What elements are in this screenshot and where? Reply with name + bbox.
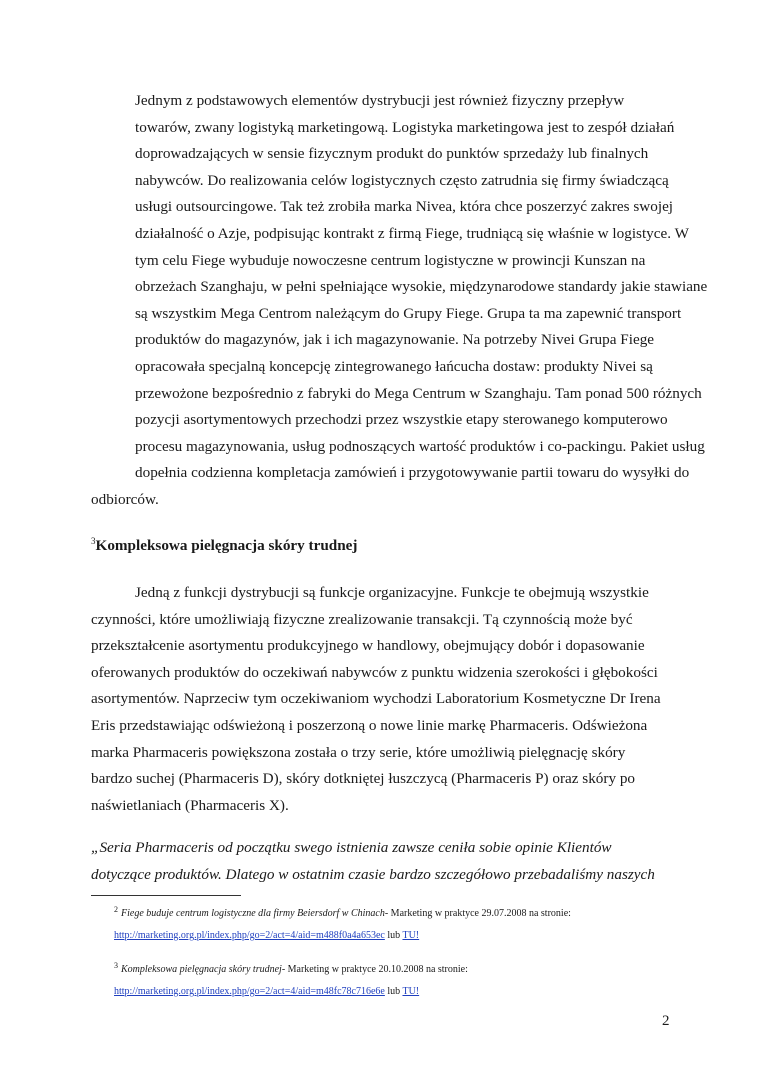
footnote-source: - Marketing w praktyce 20.10.2008 na stronie: xyxy=(281,964,468,975)
footnote-connector: lub xyxy=(387,930,401,941)
paragraph-nivea-logistics xyxy=(91,88,708,514)
footnote-links xyxy=(114,985,468,999)
quote-line: „Seria Pharmaceris od początku swego istnienia zawsze ceniła sobie opinie Klientów xyxy=(91,839,612,856)
text-line: Jedną z funkcji dystrybucji są funkcje organizacyjne. Funkcje te obejmują wszystkie xyxy=(135,584,649,601)
text-line: Eris przedstawiając odświeżoną i poszerzoną o nowe linie markę Pharmaceris. Odświeżona xyxy=(91,716,648,734)
footnote-links xyxy=(114,929,571,943)
text-line: produktów do magazynów, jak i ich magazynowanie. Na potrzeby Nivei Grupa Fiege xyxy=(135,331,655,349)
section-heading xyxy=(91,536,357,555)
footnote-2 xyxy=(114,903,571,943)
footnote-number: 2 xyxy=(114,905,118,914)
text-line: tym celu Fiege wybuduje nowoczesne centrum logistyczne w prowincji Kunszan na xyxy=(135,251,646,269)
footnote-tu-link[interactable]: TU! xyxy=(402,986,420,997)
footnote-url-link[interactable]: http://marketing.org.pl/index.php/go=2/act=4/aid=m48fc78c716e6e xyxy=(114,986,385,997)
text-line: towarów, zwany logistyką marketingową. Logistyka marketingowa jest to zespół działań xyxy=(135,118,675,136)
quote-block xyxy=(91,835,669,888)
footnote-title: Kompleksowa pielęgnacja skóry trudnej xyxy=(121,964,282,975)
text-line: oferowanych produktów do oczekiwań nabywców z punktu widzenia szerokości i głębokości xyxy=(91,663,658,681)
paragraph-pharmaceris xyxy=(91,580,669,819)
footnote-text xyxy=(114,903,571,921)
quote-paragraph xyxy=(91,835,669,888)
footnote-url-link[interactable]: http://marketing.org.pl/index.php/go=2/act=4/aid=m488f0a4a653ec xyxy=(114,930,385,941)
text-line: czynności, które umożliwiają fizyczne zrealizowanie transakcji. Tą czynnością może być xyxy=(91,610,633,628)
footnote-source: - Marketing w praktyce 29.07.2008 na stronie: xyxy=(384,908,571,919)
text-line: marka Pharmaceris powiększona została o trzy serie, które umożliwią pielęgnację skóry xyxy=(91,743,626,761)
text-line: obrzeżach Szanghaju, w pełni spełniające wysokie, międzynarodowe standardy jakie stawiane xyxy=(135,278,708,296)
quote-line: dotyczące produktów. Dlatego w ostatnim czasie bardzo szczegółowo przebadaliśmy naszych xyxy=(91,865,655,883)
text-line: pozycji asortymentowych przechodzi przez wszystkie etapy sterowanego komputerowo xyxy=(135,411,668,429)
footnote-number: 3 xyxy=(114,961,118,970)
footnote-connector: lub xyxy=(387,986,401,997)
text-line: są wszystkim Mega Centrom należącym do Grupy Fiege. Grupa ta ma zapewnić transport xyxy=(135,304,682,322)
footnote-3 xyxy=(114,959,468,999)
paragraph xyxy=(91,580,669,819)
text-line: przekształcenie asortymentu produkcyjnego w handlowy, obejmujący dobór i dopasowanie xyxy=(91,637,645,655)
text-line: bardzo suchej (Pharmaceris D), skóry dotkniętej łuszczycą (Pharmaceris P) oraz skóry po xyxy=(91,770,636,788)
text-line: dopełnia codzienna kompletacja zamówień i przygotowywanie partii towaru do wysyłki do xyxy=(135,464,690,482)
paragraph xyxy=(91,88,708,514)
text-line: naświetlaniach (Pharmaceris X). xyxy=(91,796,289,814)
text-line: doprowadzających w sensie fizycznym produkt do punktów sprzedaży lub finalnych xyxy=(135,145,649,163)
section-heading-title: Kompleksowa pielęgnacja skóry trudnej xyxy=(95,537,358,554)
text-line: działalność o Azje, podpisując kontrakt z firmą Fiege, trudniącą się właśnie w logistyce. W xyxy=(135,224,689,242)
footnote-title: Fiege buduje centrum logistyczne dla firmy Beiersdorf w Chinach xyxy=(121,908,385,919)
footnote-tu-link[interactable]: TU! xyxy=(402,930,420,941)
text-line: opracowała specjalną koncepcję zintegrowanego łańcucha dostaw: produkty Nivei są xyxy=(135,357,653,375)
footnote-separator xyxy=(91,895,241,896)
footnote-text xyxy=(114,959,468,977)
page-number: 2 xyxy=(662,1013,670,1029)
text-line: nabywców. Do realizowania celów logistycznych często zatrudnia się firmy świadczącą xyxy=(135,171,669,189)
text-line: odbiorców. xyxy=(91,490,159,508)
footnote-ref-3[interactable]: 3 xyxy=(91,536,96,546)
text-line: procesu magazynowania, usług podnoszących wartość produktów i co-packingu. Pakiet usług xyxy=(135,437,705,455)
text-line: Jednym z podstawowych elementów dystrybucji jest również fizyczny przepływ xyxy=(135,92,625,109)
text-line: asortymentów. Naprzeciw tym oczekiwaniom wychodzi Laboratorium Kosmetyczne Dr Irena xyxy=(91,690,661,708)
text-line: usługi outsourcingowe. Tak też zrobiła marka Nivea, która chce poszerzyć zakres swojej xyxy=(135,198,674,216)
text-line: przewożone bezpośrednio z fabryki do Mega Centrum w Szanghaju. Tam ponad 500 różnych xyxy=(135,384,702,402)
